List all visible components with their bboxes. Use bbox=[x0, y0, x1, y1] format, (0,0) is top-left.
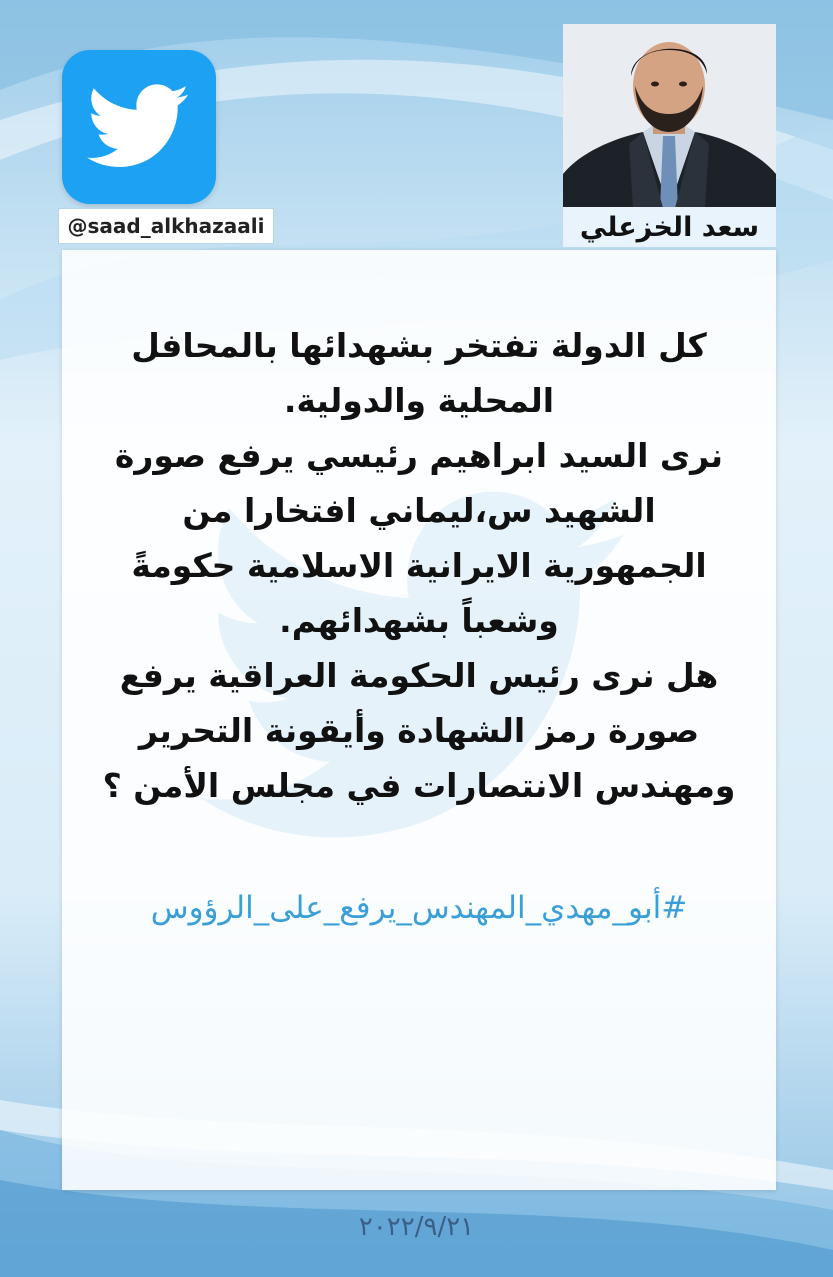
tweet-line: ومهندس الانتصارات في مجلس الأمن ؟ bbox=[102, 766, 736, 805]
tweet-body bbox=[102, 318, 736, 813]
tweet-line: نرى السيد ابراهيم رئيسي يرفع صورة bbox=[114, 436, 724, 475]
profile-name: سعد الخزعلي bbox=[563, 207, 776, 247]
twitter-handle: @saad_alkhazaali bbox=[58, 208, 274, 244]
twitter-bird-icon bbox=[87, 84, 191, 170]
tweet-line: صورة رمز الشهادة وأيقونة التحرير bbox=[138, 711, 700, 750]
avatar bbox=[563, 24, 776, 208]
tweet-line: وشعباً بشهدائهم. bbox=[279, 601, 559, 640]
tweet-card bbox=[62, 250, 776, 1190]
twitter-logo bbox=[62, 50, 216, 204]
tweet-line: كل الدولة تفتخر بشهدائها بالمحافل bbox=[131, 326, 707, 365]
tweet-date: ٢٠٢٢/٩/٢١ bbox=[358, 1212, 475, 1242]
tweet-line: هل نرى رئيس الحكومة العراقية يرفع bbox=[119, 656, 719, 695]
tweet-line: الشهيد س،ليماني افتخارا من bbox=[182, 491, 656, 530]
hashtag-link[interactable]: #أبو_مهدي_المهندس_يرفع_على_الرؤوس bbox=[150, 890, 688, 926]
tweet-line: المحلية والدولية. bbox=[283, 381, 555, 420]
tweet-line: الجمهورية الايرانية الاسلامية حكومةً bbox=[131, 546, 707, 585]
